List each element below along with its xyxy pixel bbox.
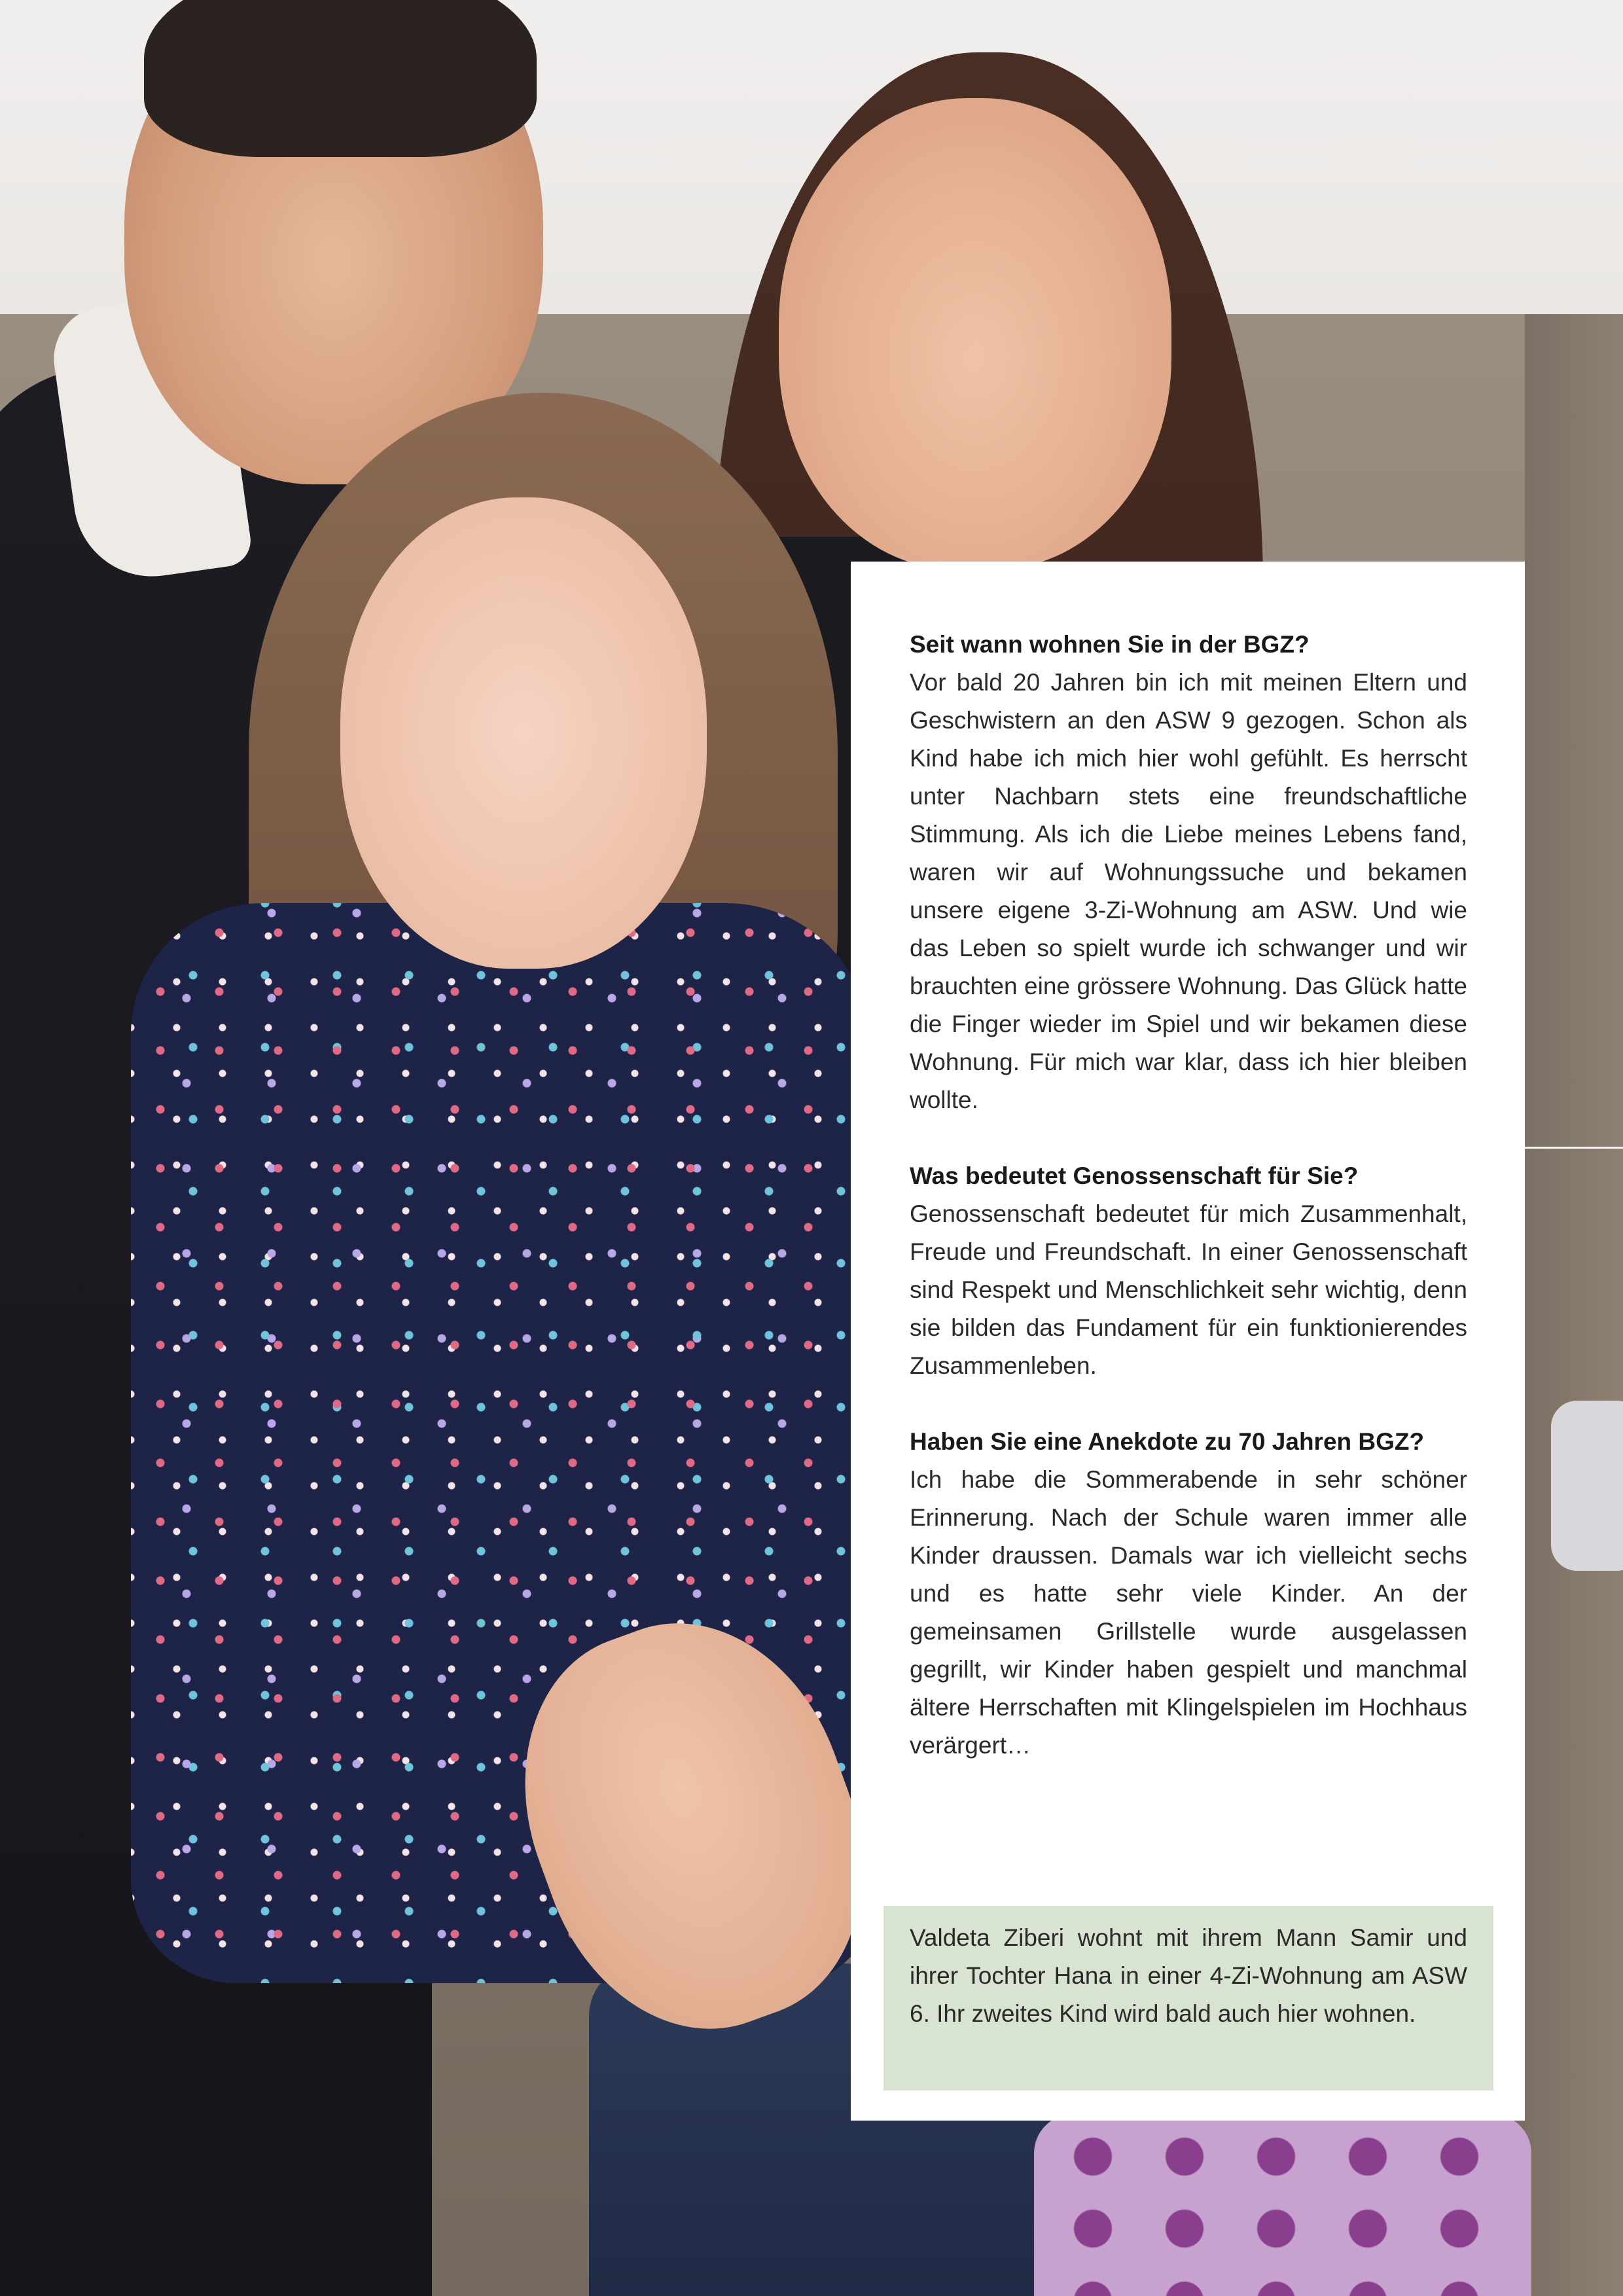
qa-section — [910, 626, 1467, 1119]
question-heading: Was bedeutet Genossenschaft für Sie? — [910, 1162, 1359, 1189]
question-heading: Haben Sie eine Anekdote zu 70 Jahren BGZ? — [910, 1428, 1425, 1455]
photo-socks — [1034, 2114, 1531, 2296]
answer-text: Ich habe die Sommerabende in sehr schöner Erinnerung. Nach der Schule waren immer alle Kinder draussen. Damals war ich vielleicht sechs und es hatte sehr viele Kinder. An der gemeinsamen Grillstelle wurde ausgelassen gegrillt, wir Kinder haben gespielt und manchmal ältere Herrschaften mit Klingelspielen im Hochhaus verärgert… — [910, 1466, 1467, 1759]
bio-text: Valdeta Ziberi wohnt mit ihrem Mann Samir und ihrer Tochter Hana in einer 4-Zi-Wohnung am ASW 6. Ihr zweites Kind wird bald auch hier wohnen. — [910, 1924, 1467, 2027]
photo-man-hair — [144, 0, 537, 157]
bio-box — [883, 1906, 1493, 2090]
photo-sofa-cushion — [1525, 314, 1623, 2296]
question-heading: Seit wann wohnen Sie in der BGZ? — [910, 631, 1310, 658]
text-panel — [851, 562, 1525, 2121]
photo-sofa-seam — [1525, 1147, 1623, 1149]
photo-pillow — [1551, 1401, 1623, 1571]
qa-section — [910, 1157, 1467, 1385]
answer-text: Vor bald 20 Jahren bin ich mit meinen Eltern und Geschwistern an den ASW 9 gezogen. Schon als Kind habe ich mich hier wohl gefühlt. Es herrscht unter Nachbarn stets eine freundschaftliche Stimmung. Als ich die Liebe meines Lebens fand, waren wir auf Wohnungssuche und bekamen unsere eigene 3-Zi-Wohnung am ASW. Und wie das Leben so spielt wurde ich schwanger und wir brauchten eine grössere Wohnung. Das Glück hatte die Finger wieder im Spiel und wir bekamen diese Wohnung. Für mich war klar, dass ich hier bleiben wollte. — [910, 669, 1467, 1113]
qa-section — [910, 1423, 1467, 1765]
photo-girl-face — [340, 497, 707, 969]
photo-woman-face — [779, 98, 1171, 569]
answer-text: Genossenschaft bedeutet für mich Zusammenhalt, Freude und Freundschaft. In einer Genossenschaft sind Respekt und Menschlichkeit sehr wichtig, denn sie bilden das Fundament für ein funktionierendes Zusammenleben. — [910, 1200, 1467, 1379]
interview-content — [910, 626, 1467, 1803]
